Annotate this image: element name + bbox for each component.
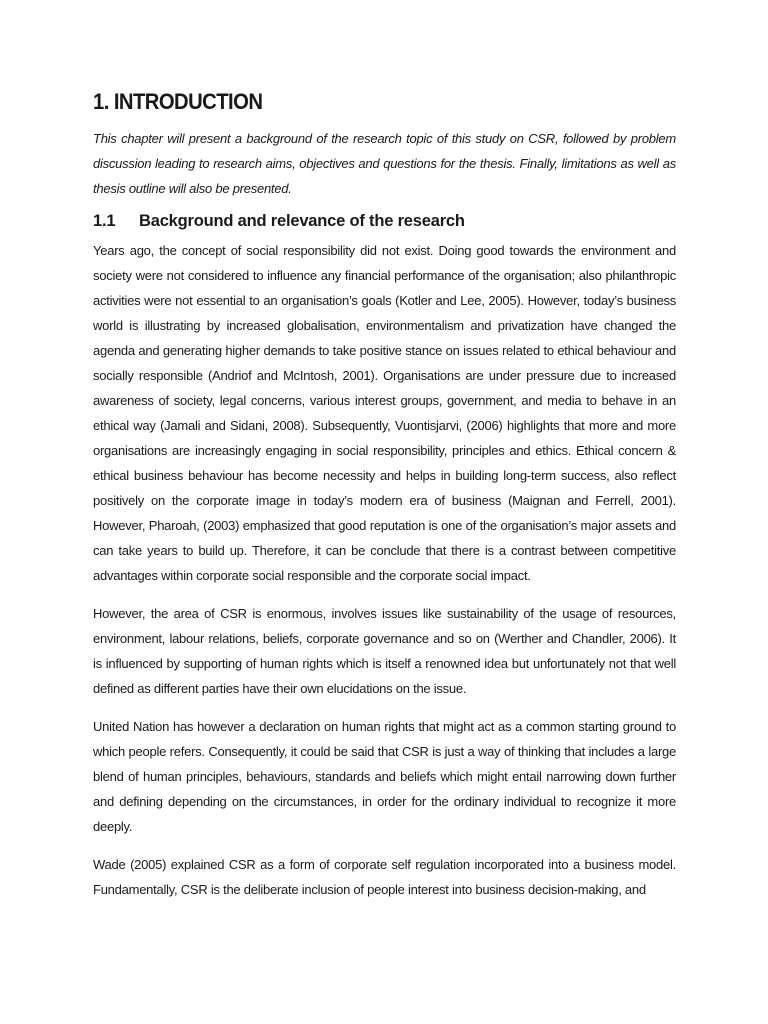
- body-paragraph: Years ago, the concept of social responsibility did not exist. Doing good towards the environment and society were not considered to influence any financial performance of the organisation; also philanthropic activities were not essential to an organisation’s goals (Kotler and Lee, 2005). However, today’s business world is illustrating by increased globalisation, environmentalism and privatization have changed the agenda and generating higher demands to take positive stance on issues related to ethical behaviour and socially responsible (Andriof and McIntosh, 2001). Organisations are under pressure due to increased awareness of society, legal concerns, various interest groups, government, and media to behave in an ethical way (Jamali and Sidani, 2008). Subsequently, Vuontisjarvi, (2006) highlights that more and more organisations are increasingly engaging in social responsibility, principles and ethics. Ethical concern & ethical business behaviour has become necessity and helps in building long-term success, also reflect positively on the corporate image in today’s modern era of business (Maignan and Ferrell, 2001). However, Pharoah, (2003) emphasized that good reputation is one of the organisation’s major assets and can take years to build up. Therefore, it can be conclude that there is a contrast between competitive advantages within corporate social responsible and the corporate social impact.: [93, 243, 676, 583]
- document-page: [93, 86, 676, 902]
- section-number: 1.1: [93, 212, 116, 230]
- body-paragraph: However, the area of CSR is enormous, involves issues like sustainability of the usage of resources, environment, labour relations, beliefs, corporate governance and so on (Werther and Chandler, 2006). It is influenced by supporting of human rights which is itself a renowned idea but unfortunately not that well defined as different parties have their own elucidations on the issue.: [93, 606, 676, 696]
- body-paragraph: Wade (2005) explained CSR as a form of corporate self regulation incorporated into a business model. Fundamentally, CSR is the deliberate inclusion of people interest into business decision-making, and: [93, 857, 676, 897]
- section-title: Background and relevance of the research: [139, 212, 465, 230]
- body-paragraph: United Nation has however a declaration on human rights that might act as a common starting ground to which people refers. Consequently, it could be said that CSR is just a way of thinking that includes a large blend of human principles, behaviours, standards and beliefs which might entail narrowing down further and defining depending on the circumstances, in order for the ordinary individual to recognize it more deeply.: [93, 719, 676, 834]
- section-heading: [93, 207, 676, 235]
- chapter-intro: This chapter will present a background of the research topic of this study on CSR, followed by problem discussion leading to research aims, objectives and questions for the thesis. Finally, limitations as well as thesis outline will also be presented.: [93, 131, 676, 196]
- chapter-title: 1. INTRODUCTION: [93, 89, 263, 114]
